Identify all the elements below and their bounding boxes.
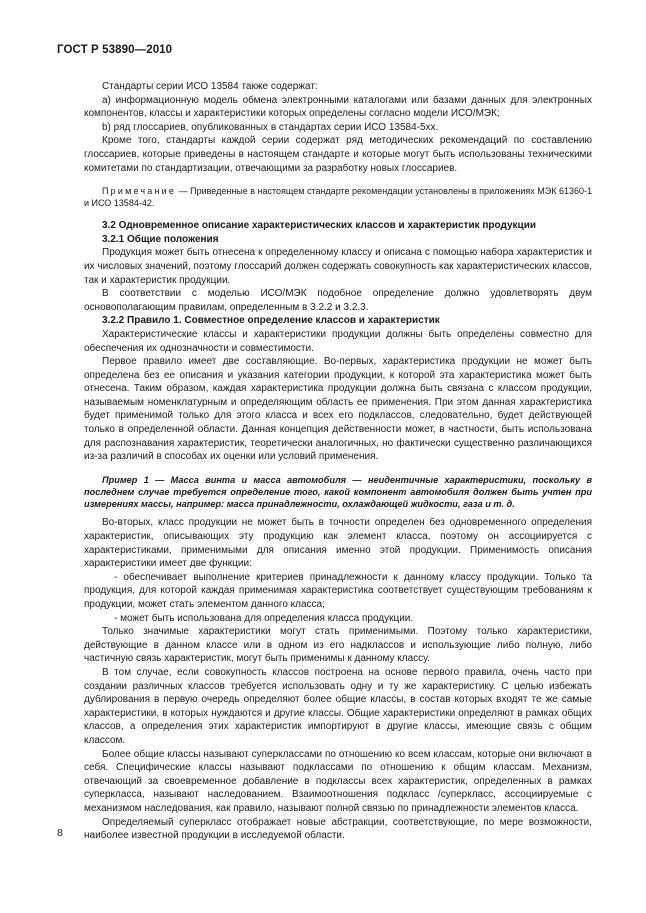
note-label: Примечание [102,186,177,197]
paragraph: Стандарты серии ИСО 13584 также содержат: [102,81,318,92]
paragraph: Во-вторых, класс продукции не может быть в точности определен без одновременного определения характеристик, описывающих эту продукцию как элемент класса, поэтому он ассоциируется с характеристиками, применимыми для описания именно этой продукции. Применимость описания характеристики имеет две функции: [84,517,592,570]
list-item: - обеспечивает выполнение критериев принадлежности к данному классу продукции. Только та продукция, для которой каждая применимая характеристика соответствует существующим требованиям к продукции, может стать элементом данного класса; [84,571,592,611]
list-item: - может быть использована для определения класса продукции. [114,612,414,624]
page-number: 8 [57,827,63,839]
list-item-b: b) ряд глоссариев, опубликованных в стандартах серии ИСО 13584-5хх. [102,121,439,133]
note-text: — Приведенные в настоящем стандарте рекомендации установлены в приложениях МЭК 61360-1 и ИСО 13584-42. [84,186,592,209]
paragraph: Продукция может быть отнесена к определенному классу и описана с помощью набора характеристик и их числовых значений, поэтому глоссарий должен содержать совокупность как характеристических классов, так и характеристик продукции. [84,247,592,286]
example: Пример 1 — Масса винта и масса автомобиля — неидентичные характеристики, поскольку в последнем случае требуется определение того, какой компонент автомобиля должен быть учтен при измерениях массы, например: масса принадлежности, охлаждающей жидкости, газа и т. д. [84,474,592,510]
paragraph: Определяемый суперкласс отображает новые абстракции, соответствующие, по мере возможности, наиболее известной продукции в исследуемой области. [84,816,592,842]
subsection-heading: 3.2.1 Общие положения [102,233,219,245]
paragraph: Более общие классы называют суперклассами по отношению ко всем классам, которые они включают в себя. Специфические классы называют подклассами по отношению к общим классам. Механизм, отвечающий за своевременное добавление в подклассы всех характеристик, определенных в рамках суперкласса, называют наследованием. Взаимоотношения подкласс /суперкласс, ассоциируемые с механизмом наследования, как правило, называют полной связью по принадлежности элементов класса. [84,748,592,814]
paragraph: Только значимые характеристики могут стать применимыми. Поэтому только характеристики, действующие в данном классе или в одном из его надклассов и использующие либо полную, либо частичную связь характеристик, могут быть применимы к данному классу. [84,626,592,665]
subsection-heading: 3.2.2 Правило 1. Совместное определение классов и характеристик [102,315,440,327]
paragraph: Характеристические классы и характеристики продукции должны быть определены совместно для обеспечения их однозначности и совместимости. [84,328,592,354]
paragraph: Кроме того, стандарты каждой серии содержат ряд методических рекомендаций по составлению глоссариев, которые приведены в настоящем стандарте и которые могут быть использованы техническими комитетами по стандартизации, отвечающими за разработку новых глоссариев. [84,135,592,174]
paragraph: В том случае, если совокупность классов построена на основе первого правила, очень часто при создании различных классов требуется использовать одну и ту же характеристику. С целью избежать дублирования в первую очередь определяют более общие классы, в состав которых входят те же самые характеристики, в которых нуждаются и другие классы. Общие характеристики определяют в рамках общих классов, а определения этих характеристик импортируют в другие классы, имеющие связь с общим классом. [84,666,592,746]
document-header: ГОСТ Р 53890—2010 [57,44,173,56]
list-item-a: a) информационную модель обмена электронными каталогами или базами данных для электронных компонентов, классы и характеристики которых определены согласно модели ИСО/МЭК; [84,94,592,120]
note [84,185,592,209]
document-body [84,80,592,843]
paragraph: В соответствии с моделью ИСО/МЭК подобное определение должно удовлетворять двум основополагающим правилам, определенным в 3.2.2 и 3.2.3. [84,288,592,313]
section-heading: 3.2 Одновременное описание характеристических классов и характеристик продукции [102,220,536,232]
paragraph: Первое правило имеет две составляющие. Во-первых, характеристика продукции не может быть определена без ее описания и указания категории продукции, к которой эта характеристика может быть отнесена. Таким образом, каждая характеристика продукции должна быть связана с классом продукции, называемым номенклатурным и определяющим область ее применения. При этом данная характеристика будет применимой только для этого класса и всех его подклассов, следовательно, будет действующей только в определенной области. Данная концепция действенности может, в частности, быть использована для распознавания характеристик, теоретически аналогичных, но фактически существенно различающихся из-за различий в способах их оценки или условий применения. [84,356,592,463]
